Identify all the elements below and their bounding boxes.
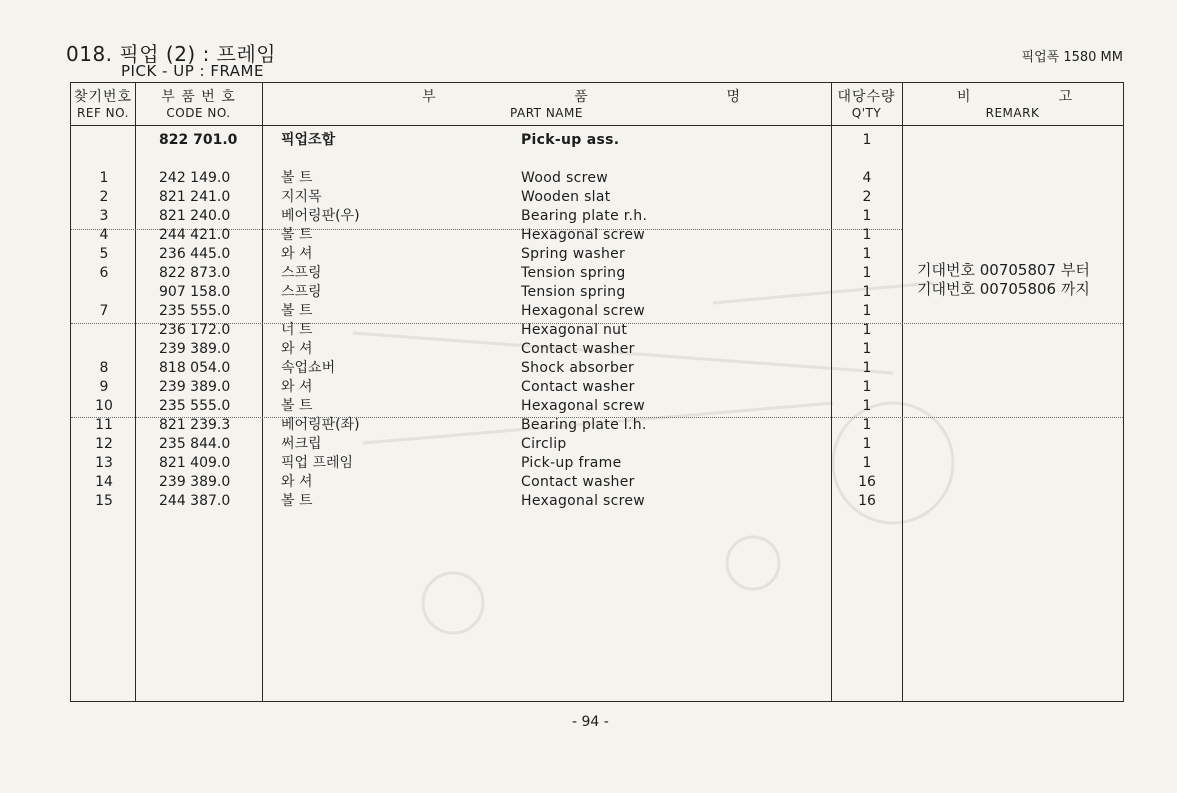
code-no: 821 241.0: [159, 189, 231, 205]
ref-header-ko: 찾기번호: [73, 89, 133, 105]
ref-no: 4: [99, 227, 109, 243]
qty: 16: [858, 493, 876, 509]
part-name-ko: 볼 트: [281, 170, 313, 186]
table-row: [71, 492, 1123, 511]
part-name-en: Bearing plate r.h.: [521, 208, 648, 224]
part-name-en: Shock absorber: [521, 360, 635, 376]
qty: 1: [862, 398, 872, 414]
code-no: 239 389.0: [159, 379, 231, 395]
table-row: [71, 397, 1123, 416]
part-name-ko: 볼 트: [281, 493, 313, 509]
part-name-en: Bearing plate l.h.: [521, 417, 647, 433]
part-name-ko: 써크립: [281, 436, 322, 452]
name-header: [262, 89, 831, 121]
code-no: 235 555.0: [159, 303, 231, 319]
part-name-ko: 와 셔: [281, 246, 313, 262]
code-header: [135, 89, 262, 121]
part-name-ko: 볼 트: [281, 398, 313, 414]
ref-no: 3: [99, 208, 109, 224]
name-header-ko-2: 품: [574, 89, 589, 105]
table-row: [71, 378, 1123, 397]
table-row: [71, 188, 1123, 207]
ref-no: 11: [95, 417, 113, 433]
table-row: [71, 207, 1123, 226]
part-name-en: Contact washer: [521, 379, 635, 395]
parts-table: [70, 82, 1124, 702]
part-name-ko: 속업쇼버: [281, 360, 336, 376]
code-header-ko: 부 품 번 호: [161, 89, 236, 105]
qty: 1: [862, 132, 872, 148]
qty-header-ko: 대당수량: [837, 89, 896, 105]
qty: 1: [862, 246, 872, 262]
ref-no: 15: [95, 493, 113, 509]
code-no: 235 844.0: [159, 436, 231, 452]
code-no: 821 240.0: [159, 208, 231, 224]
part-name-en: Wooden slat: [521, 189, 611, 205]
ref-no: 13: [95, 455, 113, 471]
code-no: 907 158.0: [159, 284, 231, 300]
part-name-en: Hexagonal screw: [521, 493, 646, 509]
part-name-en: Pick-up ass.: [521, 132, 620, 148]
part-name-ko: 지지목: [281, 189, 322, 205]
part-name-ko: 스프링: [281, 284, 322, 300]
part-name-ko: 볼 트: [281, 227, 313, 243]
remark-header: [902, 89, 1123, 121]
table-row: [71, 226, 1123, 245]
ref-no: 8: [99, 360, 109, 376]
code-no: 821 409.0: [159, 455, 231, 471]
ref-no: 7: [99, 303, 109, 319]
part-name-en: Tension spring: [521, 284, 626, 300]
part-name-ko: 와 셔: [281, 341, 313, 357]
qty: 4: [862, 170, 872, 186]
code-no: 242 149.0: [159, 170, 231, 186]
code-header-en: CODE NO.: [166, 106, 231, 120]
name-header-ko-1: 부: [422, 89, 437, 105]
part-name-en: Wood screw: [521, 170, 608, 186]
qty: 1: [862, 284, 872, 300]
remark-header-ko-1: 비: [957, 89, 972, 105]
part-name-ko: 픽업 프레임: [281, 455, 354, 471]
remark-serial-to: 기대번호 00705806 까지: [917, 280, 1090, 298]
code-no: 236 445.0: [159, 246, 231, 262]
qty: 1: [862, 303, 872, 319]
qty: 1: [862, 322, 872, 338]
remark-serial-from: 기대번호 00705807 부터: [917, 261, 1090, 279]
part-name-en: Contact washer: [521, 341, 635, 357]
qty: 1: [862, 227, 872, 243]
qty: 16: [858, 474, 876, 490]
table-row: [71, 321, 1123, 340]
table-row: [71, 416, 1123, 435]
table-row: [71, 131, 1123, 150]
qty-header-en: Q'TY: [851, 106, 882, 120]
code-no: 821 239.3: [159, 417, 231, 433]
code-no: 244 421.0: [159, 227, 231, 243]
part-name-ko: 베어링판(우): [281, 208, 360, 224]
qty: 1: [862, 455, 872, 471]
code-no: 236 172.0: [159, 322, 231, 338]
ref-no: 5: [99, 246, 109, 262]
remark-header-en: REMARK: [985, 106, 1040, 120]
name-header-ko-3: 명: [726, 89, 741, 105]
part-name-en: Hexagonal nut: [521, 322, 628, 338]
ref-no: 1: [99, 170, 109, 186]
ref-no: 12: [95, 436, 113, 452]
code-no: 239 389.0: [159, 341, 231, 357]
ref-no: 10: [95, 398, 113, 414]
ref-no: 6: [99, 265, 109, 281]
table-row: [71, 169, 1123, 188]
part-name-ko: 픽업조합: [281, 132, 336, 148]
part-name-en: Hexagonal screw: [521, 303, 646, 319]
qty-header: [831, 89, 902, 121]
qty: 2: [862, 189, 872, 205]
part-name-en: Pick-up frame: [521, 455, 622, 471]
header-divider: [71, 125, 1123, 126]
table-row: [71, 302, 1123, 321]
ref-no: 2: [99, 189, 109, 205]
table-row: [71, 473, 1123, 492]
qty: 1: [862, 265, 872, 281]
table-row: [71, 454, 1123, 473]
part-name-ko: 볼 트: [281, 303, 313, 319]
qty: 1: [862, 360, 872, 376]
qty: 1: [862, 341, 872, 357]
ref-no: 14: [95, 474, 113, 490]
qty: 1: [862, 208, 872, 224]
part-name-en: Contact washer: [521, 474, 635, 490]
part-name-en: Hexagonal screw: [521, 227, 646, 243]
code-no: 235 555.0: [159, 398, 231, 414]
page-subtitle: PICK - UP : FRAME: [121, 62, 264, 80]
ref-no: 9: [99, 379, 109, 395]
page-number: - 94 -: [572, 714, 609, 730]
part-name-en: Hexagonal screw: [521, 398, 646, 414]
page-title: 018. 픽업 (2) : 프레임: [66, 42, 277, 66]
ref-header-en: REF NO.: [77, 106, 129, 120]
remark-header-ko-2: 고: [1058, 89, 1073, 105]
table-row: [71, 435, 1123, 454]
qty: 1: [862, 379, 872, 395]
table-row: [71, 359, 1123, 378]
part-name-en: Tension spring: [521, 265, 626, 281]
qty: 1: [862, 417, 872, 433]
part-name-ko: 와 셔: [281, 379, 313, 395]
part-name-ko: 너 트: [281, 322, 313, 338]
code-no: 239 389.0: [159, 474, 231, 490]
code-no: 818 054.0: [159, 360, 231, 376]
part-name-ko: 베어링판(좌): [281, 417, 360, 433]
code-no: 822 873.0: [159, 265, 231, 281]
qty: 1: [862, 436, 872, 452]
code-no: 244 387.0: [159, 493, 231, 509]
code-no: 822 701.0: [159, 132, 238, 148]
part-name-ko: 와 셔: [281, 474, 313, 490]
name-header-en: PART NAME: [510, 106, 583, 120]
pickup-width-label: 픽업폭 1580 MM: [1021, 50, 1123, 65]
ref-header: [71, 89, 135, 121]
part-name-en: Circlip: [521, 436, 567, 452]
table-row: [71, 340, 1123, 359]
part-name-ko: 스프링: [281, 265, 322, 281]
part-name-en: Spring washer: [521, 246, 626, 262]
